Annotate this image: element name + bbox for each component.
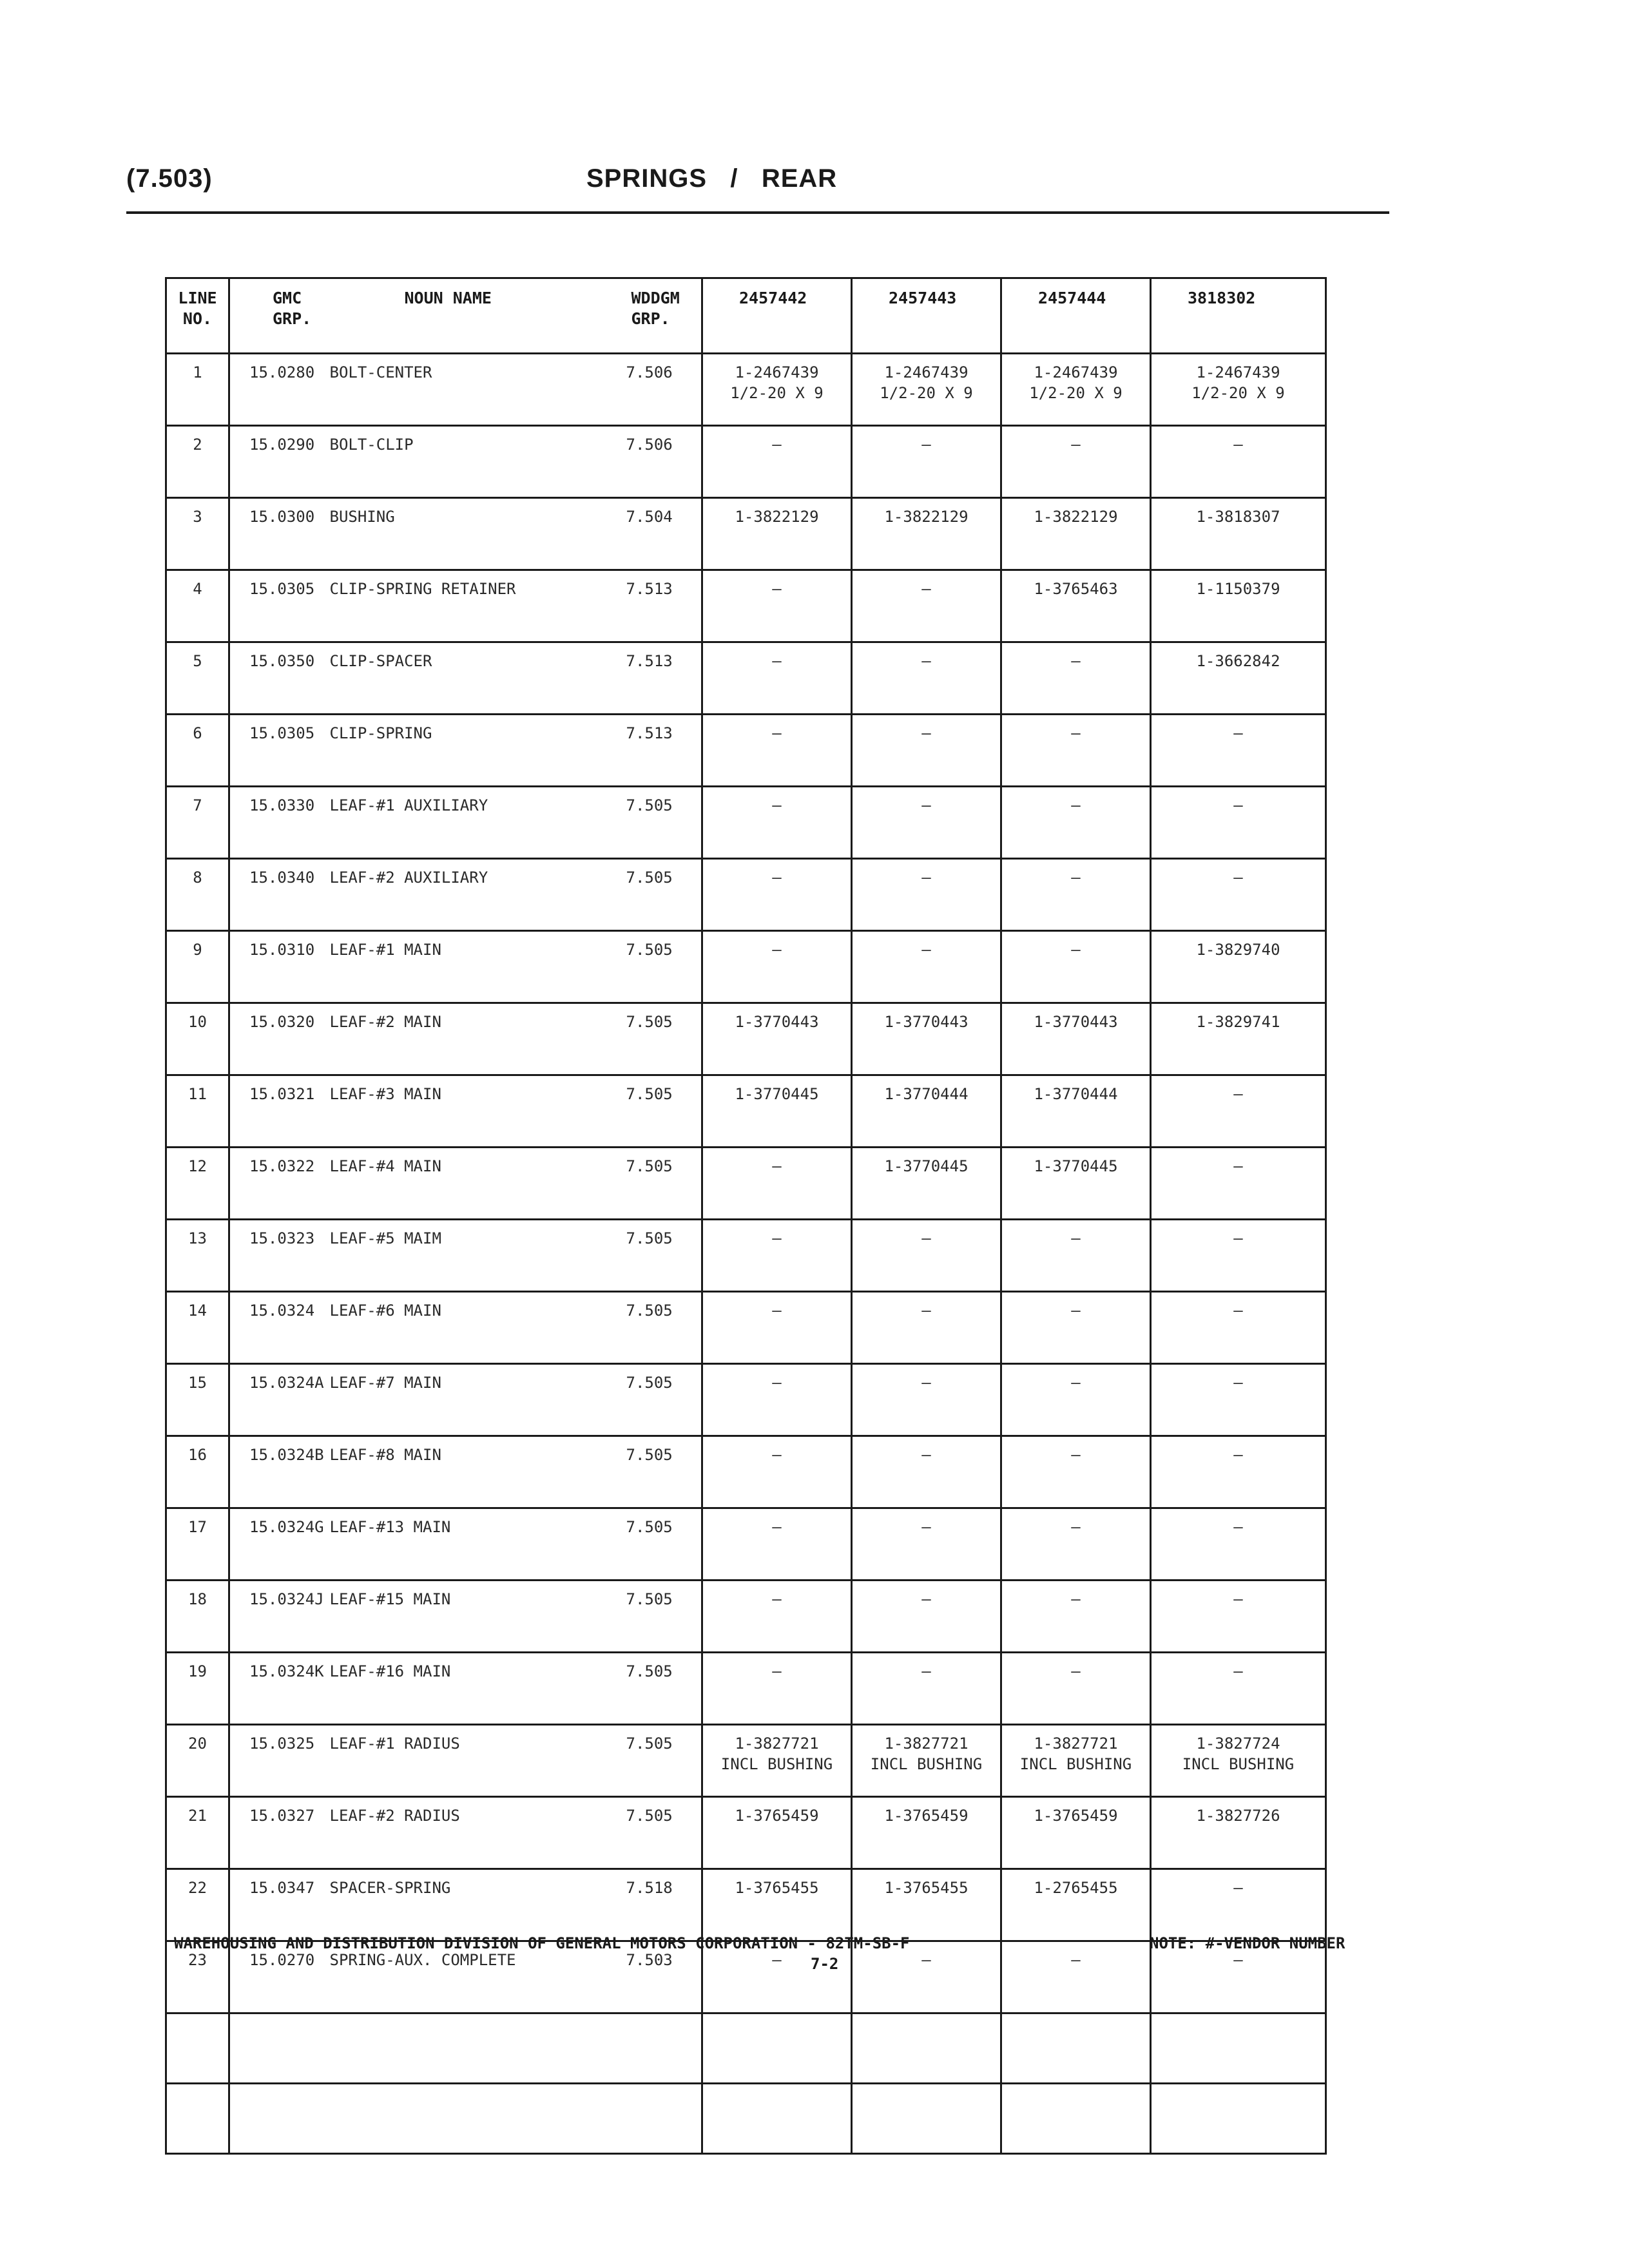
cell-model-3: 1-3770443 [1001,1003,1151,1075]
cell-line: 20 [166,1725,229,1797]
cell-model-3: 1-2467439 1/2-20 X 9 [1001,354,1151,426]
col-header-model-3: 2457444 [1001,278,1151,354]
cell-model-2: 1-3822129 [852,498,1001,570]
cell-line: 23 [166,1941,229,2013]
cell-line: 3 [166,498,229,570]
cell-model-4: 1-3827724 INCL BUSHING [1151,1725,1326,1797]
cell-model-2: — [852,1581,1001,1653]
cell-gmc-group: 15.0330 [229,787,326,859]
cell-wddgm-group: 7.505 [622,1508,702,1581]
cell-model-2: — [852,859,1001,931]
cell-model-1: — [702,1941,852,2013]
cell-model-4: — [1151,1436,1326,1508]
cell-line: 1 [166,354,229,426]
cell-gmc-group: 15.0322 [229,1148,326,1220]
cell-line: 16 [166,1436,229,1508]
cell-noun-name: BOLT-CENTER [326,354,622,426]
cell-model-1: — [702,931,852,1003]
table-row [166,1148,1326,1220]
cell-gmc-group: 15.0324G [229,1508,326,1581]
empty-cell [622,2013,702,2084]
empty-cell [229,2084,326,2154]
cell-noun-name: LEAF-#2 RADIUS [326,1797,622,1869]
cell-wddgm-group: 7.505 [622,1653,702,1725]
cell-model-2: 1-3770445 [852,1148,1001,1220]
cell-gmc-group: 15.0325 [229,1725,326,1797]
col-header-wddgm: WDDGM GRP. [622,278,702,354]
cell-model-2: — [852,1364,1001,1436]
cell-model-3: 1-3770444 [1001,1075,1151,1148]
cell-model-2: — [852,1941,1001,2013]
cell-line: 17 [166,1508,229,1581]
cell-model-2: — [852,642,1001,715]
cell-model-4: — [1151,426,1326,498]
cell-model-3: 1-2765455 [1001,1869,1151,1941]
cell-model-3: 1-3822129 [1001,498,1151,570]
cell-model-3: — [1001,1941,1151,2013]
cell-model-4: — [1151,1581,1326,1653]
cell-noun-name: LEAF-#6 MAIN [326,1292,622,1364]
table-row [166,1869,1326,1941]
cell-model-4: — [1151,715,1326,787]
cell-model-3: — [1001,715,1151,787]
cell-wddgm-group: 7.506 [622,426,702,498]
empty-row [166,2013,1326,2084]
cell-gmc-group: 15.0320 [229,1003,326,1075]
cell-wddgm-group: 7.505 [622,1725,702,1797]
empty-cell [622,2084,702,2154]
cell-model-1: 1-3765455 [702,1869,852,1941]
empty-cell [702,2013,852,2084]
empty-row [166,2084,1326,2154]
cell-noun-name: LEAF-#8 MAIN [326,1436,622,1508]
cell-wddgm-group: 7.503 [622,1941,702,2013]
cell-model-4: — [1151,1075,1326,1148]
cell-line: 22 [166,1869,229,1941]
cell-noun-name: SPRING-AUX. COMPLETE [326,1941,622,2013]
cell-model-4: 1-3829741 [1151,1003,1326,1075]
cell-model-4: — [1151,1508,1326,1581]
cell-model-2: — [852,787,1001,859]
cell-model-3: — [1001,426,1151,498]
cell-model-1: — [702,1581,852,1653]
cell-model-1: — [702,426,852,498]
cell-model-1: — [702,1220,852,1292]
empty-cell [702,2084,852,2154]
cell-line: 8 [166,859,229,931]
cell-wddgm-group: 7.505 [622,787,702,859]
cell-model-3: 1-3770445 [1001,1148,1151,1220]
cell-model-4: 1-3827726 [1151,1797,1326,1869]
cell-model-3: 1-3765463 [1001,570,1151,642]
col-header-gmc: GMC GRP. [229,278,326,354]
table-header-row [166,278,1326,354]
table-row [166,1220,1326,1292]
cell-model-2: — [852,1292,1001,1364]
cell-noun-name: LEAF-#13 MAIN [326,1508,622,1581]
cell-gmc-group: 15.0323 [229,1220,326,1292]
cell-wddgm-group: 7.513 [622,715,702,787]
cell-noun-name: LEAF-#5 MAIM [326,1220,622,1292]
page-number: 7-2 [811,1955,839,1973]
cell-noun-name: LEAF-#4 MAIN [326,1148,622,1220]
cell-line: 14 [166,1292,229,1364]
cell-line: 15 [166,1364,229,1436]
empty-cell [852,2084,1001,2154]
cell-model-2: — [852,1436,1001,1508]
cell-model-4: 1-2467439 1/2-20 X 9 [1151,354,1326,426]
col-header-model-4: 3818302 [1151,278,1326,354]
cell-line: 2 [166,426,229,498]
cell-line: 12 [166,1148,229,1220]
cell-model-4: — [1151,859,1326,931]
cell-line: 11 [166,1075,229,1148]
cell-model-2: 1-3770443 [852,1003,1001,1075]
cell-model-3: — [1001,931,1151,1003]
table-row [166,642,1326,715]
cell-model-2: — [852,570,1001,642]
cell-gmc-group: 15.0350 [229,642,326,715]
cell-wddgm-group: 7.505 [622,1436,702,1508]
cell-gmc-group: 15.0324 [229,1292,326,1364]
cell-noun-name: CLIP-SPACER [326,642,622,715]
empty-cell [1151,2084,1326,2154]
cell-model-2: 1-3765459 [852,1797,1001,1869]
cell-wddgm-group: 7.505 [622,1797,702,1869]
cell-gmc-group: 15.0305 [229,570,326,642]
table-row [166,1653,1326,1725]
cell-model-2: — [852,1220,1001,1292]
cell-wddgm-group: 7.505 [622,931,702,1003]
cell-model-1: — [702,1508,852,1581]
cell-model-4: 1-3818307 [1151,498,1326,570]
cell-gmc-group: 15.0324A [229,1364,326,1436]
cell-model-3: — [1001,1292,1151,1364]
cell-noun-name: LEAF-#16 MAIN [326,1653,622,1725]
table-body [166,354,1326,2154]
cell-model-4: — [1151,1220,1326,1292]
cell-noun-name: LEAF-#2 AUXILIARY [326,859,622,931]
table-row [166,570,1326,642]
cell-model-3: — [1001,787,1151,859]
empty-cell [852,2013,1001,2084]
table-row [166,498,1326,570]
page-title: SPRINGS / REAR [586,164,838,193]
cell-model-4: — [1151,1653,1326,1725]
cell-model-3: 1-3765459 [1001,1797,1151,1869]
cell-model-3: — [1001,1653,1151,1725]
cell-model-3: — [1001,1364,1151,1436]
cell-gmc-group: 15.0300 [229,498,326,570]
cell-noun-name: LEAF-#7 MAIN [326,1364,622,1436]
cell-noun-name: BUSHING [326,498,622,570]
cell-wddgm-group: 7.504 [622,498,702,570]
cell-line: 10 [166,1003,229,1075]
cell-model-1: — [702,1148,852,1220]
table-row [166,931,1326,1003]
cell-model-1: — [702,787,852,859]
cell-wddgm-group: 7.505 [622,859,702,931]
cell-model-4: — [1151,787,1326,859]
cell-wddgm-group: 7.513 [622,642,702,715]
cell-model-1: — [702,1364,852,1436]
cell-wddgm-group: 7.505 [622,1003,702,1075]
cell-gmc-group: 15.0324K [229,1653,326,1725]
cell-noun-name: LEAF-#1 RADIUS [326,1725,622,1797]
cell-model-4: — [1151,1364,1326,1436]
cell-model-4: 1-3829740 [1151,931,1326,1003]
cell-model-1: — [702,715,852,787]
table-row [166,787,1326,859]
cell-model-4: — [1151,1941,1326,2013]
cell-wddgm-group: 7.505 [622,1148,702,1220]
cell-model-3: — [1001,1436,1151,1508]
cell-line: 4 [166,570,229,642]
cell-wddgm-group: 7.518 [622,1869,702,1941]
col-header-noun: NOUN NAME [326,278,622,354]
cell-noun-name: LEAF-#3 MAIN [326,1075,622,1148]
section-code: (7.503) [126,164,213,193]
cell-line: 13 [166,1220,229,1292]
cell-noun-name: LEAF-#1 MAIN [326,931,622,1003]
cell-model-1: — [702,1292,852,1364]
cell-model-1: 1-3770445 [702,1075,852,1148]
cell-model-3: 1-3827721 INCL BUSHING [1001,1725,1151,1797]
col-header-model-1: 2457442 [702,278,852,354]
cell-model-1: 1-3827721 INCL BUSHING [702,1725,852,1797]
cell-noun-name: LEAF-#15 MAIN [326,1581,622,1653]
cell-model-2: — [852,715,1001,787]
table-row [166,1003,1326,1075]
empty-cell [1001,2084,1151,2154]
cell-line: 9 [166,931,229,1003]
empty-cell [1001,2013,1151,2084]
cell-model-2: — [852,1653,1001,1725]
cell-model-1: 1-3770443 [702,1003,852,1075]
table-row [166,1075,1326,1148]
cell-wddgm-group: 7.505 [622,1581,702,1653]
cell-wddgm-group: 7.505 [622,1292,702,1364]
table-row [166,1581,1326,1653]
table-row [166,859,1326,931]
cell-line: 21 [166,1797,229,1869]
cell-model-3: — [1001,1508,1151,1581]
table-row [166,715,1326,787]
cell-gmc-group: 15.0321 [229,1075,326,1148]
cell-model-2: — [852,931,1001,1003]
cell-model-3: — [1001,859,1151,931]
cell-gmc-group: 15.0347 [229,1869,326,1941]
cell-noun-name: LEAF-#1 AUXILIARY [326,787,622,859]
cell-model-1: 1-3822129 [702,498,852,570]
cell-gmc-group: 15.0305 [229,715,326,787]
cell-wddgm-group: 7.506 [622,354,702,426]
cell-model-2: 1-3827721 INCL BUSHING [852,1725,1001,1797]
cell-noun-name: LEAF-#2 MAIN [326,1003,622,1075]
cell-noun-name: CLIP-SPRING RETAINER [326,570,622,642]
cell-model-4: 1-3662842 [1151,642,1326,715]
cell-line: 19 [166,1653,229,1725]
cell-model-1: — [702,642,852,715]
table-row [166,1292,1326,1364]
footer-note: NOTE: #-VENDOR NUMBER [1150,1934,1345,1952]
table-row [166,1797,1326,1869]
cell-gmc-group: 15.0290 [229,426,326,498]
cell-line: 7 [166,787,229,859]
cell-line: 6 [166,715,229,787]
cell-model-1: — [702,1436,852,1508]
cell-model-2: 1-2467439 1/2-20 X 9 [852,354,1001,426]
header-rule [126,211,1389,214]
cell-noun-name: SPACER-SPRING [326,1869,622,1941]
cell-model-1: — [702,1653,852,1725]
table-row [166,354,1326,426]
cell-model-2: — [852,426,1001,498]
cell-model-2: 1-3765455 [852,1869,1001,1941]
empty-cell [229,2013,326,2084]
table-row [166,1364,1326,1436]
empty-cell [166,2013,229,2084]
cell-model-1: 1-2467439 1/2-20 X 9 [702,354,852,426]
cell-gmc-group: 15.0324B [229,1436,326,1508]
empty-cell [1151,2013,1326,2084]
footer-publisher: WAREHOUSING AND DISTRIBUTION DIVISION OF GENERAL MOTORS CORPORATION - 82TM-SB-F [174,1934,910,1952]
cell-noun-name: BOLT-CLIP [326,426,622,498]
empty-cell [326,2013,622,2084]
cell-line: 18 [166,1581,229,1653]
cell-wddgm-group: 7.505 [622,1075,702,1148]
cell-gmc-group: 15.0280 [229,354,326,426]
table-row [166,426,1326,498]
table-row [166,1725,1326,1797]
cell-wddgm-group: 7.513 [622,570,702,642]
cell-gmc-group: 15.0270 [229,1941,326,2013]
cell-wddgm-group: 7.505 [622,1220,702,1292]
cell-noun-name: CLIP-SPRING [326,715,622,787]
parts-table [165,277,1327,2155]
cell-model-4: 1-1150379 [1151,570,1326,642]
col-header-model-2: 2457443 [852,278,1001,354]
cell-model-4: — [1151,1148,1326,1220]
table-row [166,1436,1326,1508]
cell-wddgm-group: 7.505 [622,1364,702,1436]
cell-model-3: — [1001,1581,1151,1653]
cell-line: 5 [166,642,229,715]
cell-model-2: 1-3770444 [852,1075,1001,1148]
cell-model-1: — [702,859,852,931]
cell-model-3: — [1001,642,1151,715]
cell-model-4: — [1151,1292,1326,1364]
cell-model-4: — [1151,1869,1326,1941]
table-row [166,1508,1326,1581]
cell-model-1: — [702,570,852,642]
empty-cell [166,2084,229,2154]
cell-gmc-group: 15.0340 [229,859,326,931]
col-header-line: LINE NO. [166,278,229,354]
cell-gmc-group: 15.0310 [229,931,326,1003]
cell-gmc-group: 15.0327 [229,1797,326,1869]
empty-cell [326,2084,622,2154]
cell-gmc-group: 15.0324J [229,1581,326,1653]
cell-model-2: — [852,1508,1001,1581]
cell-model-1: 1-3765459 [702,1797,852,1869]
cell-model-3: — [1001,1220,1151,1292]
